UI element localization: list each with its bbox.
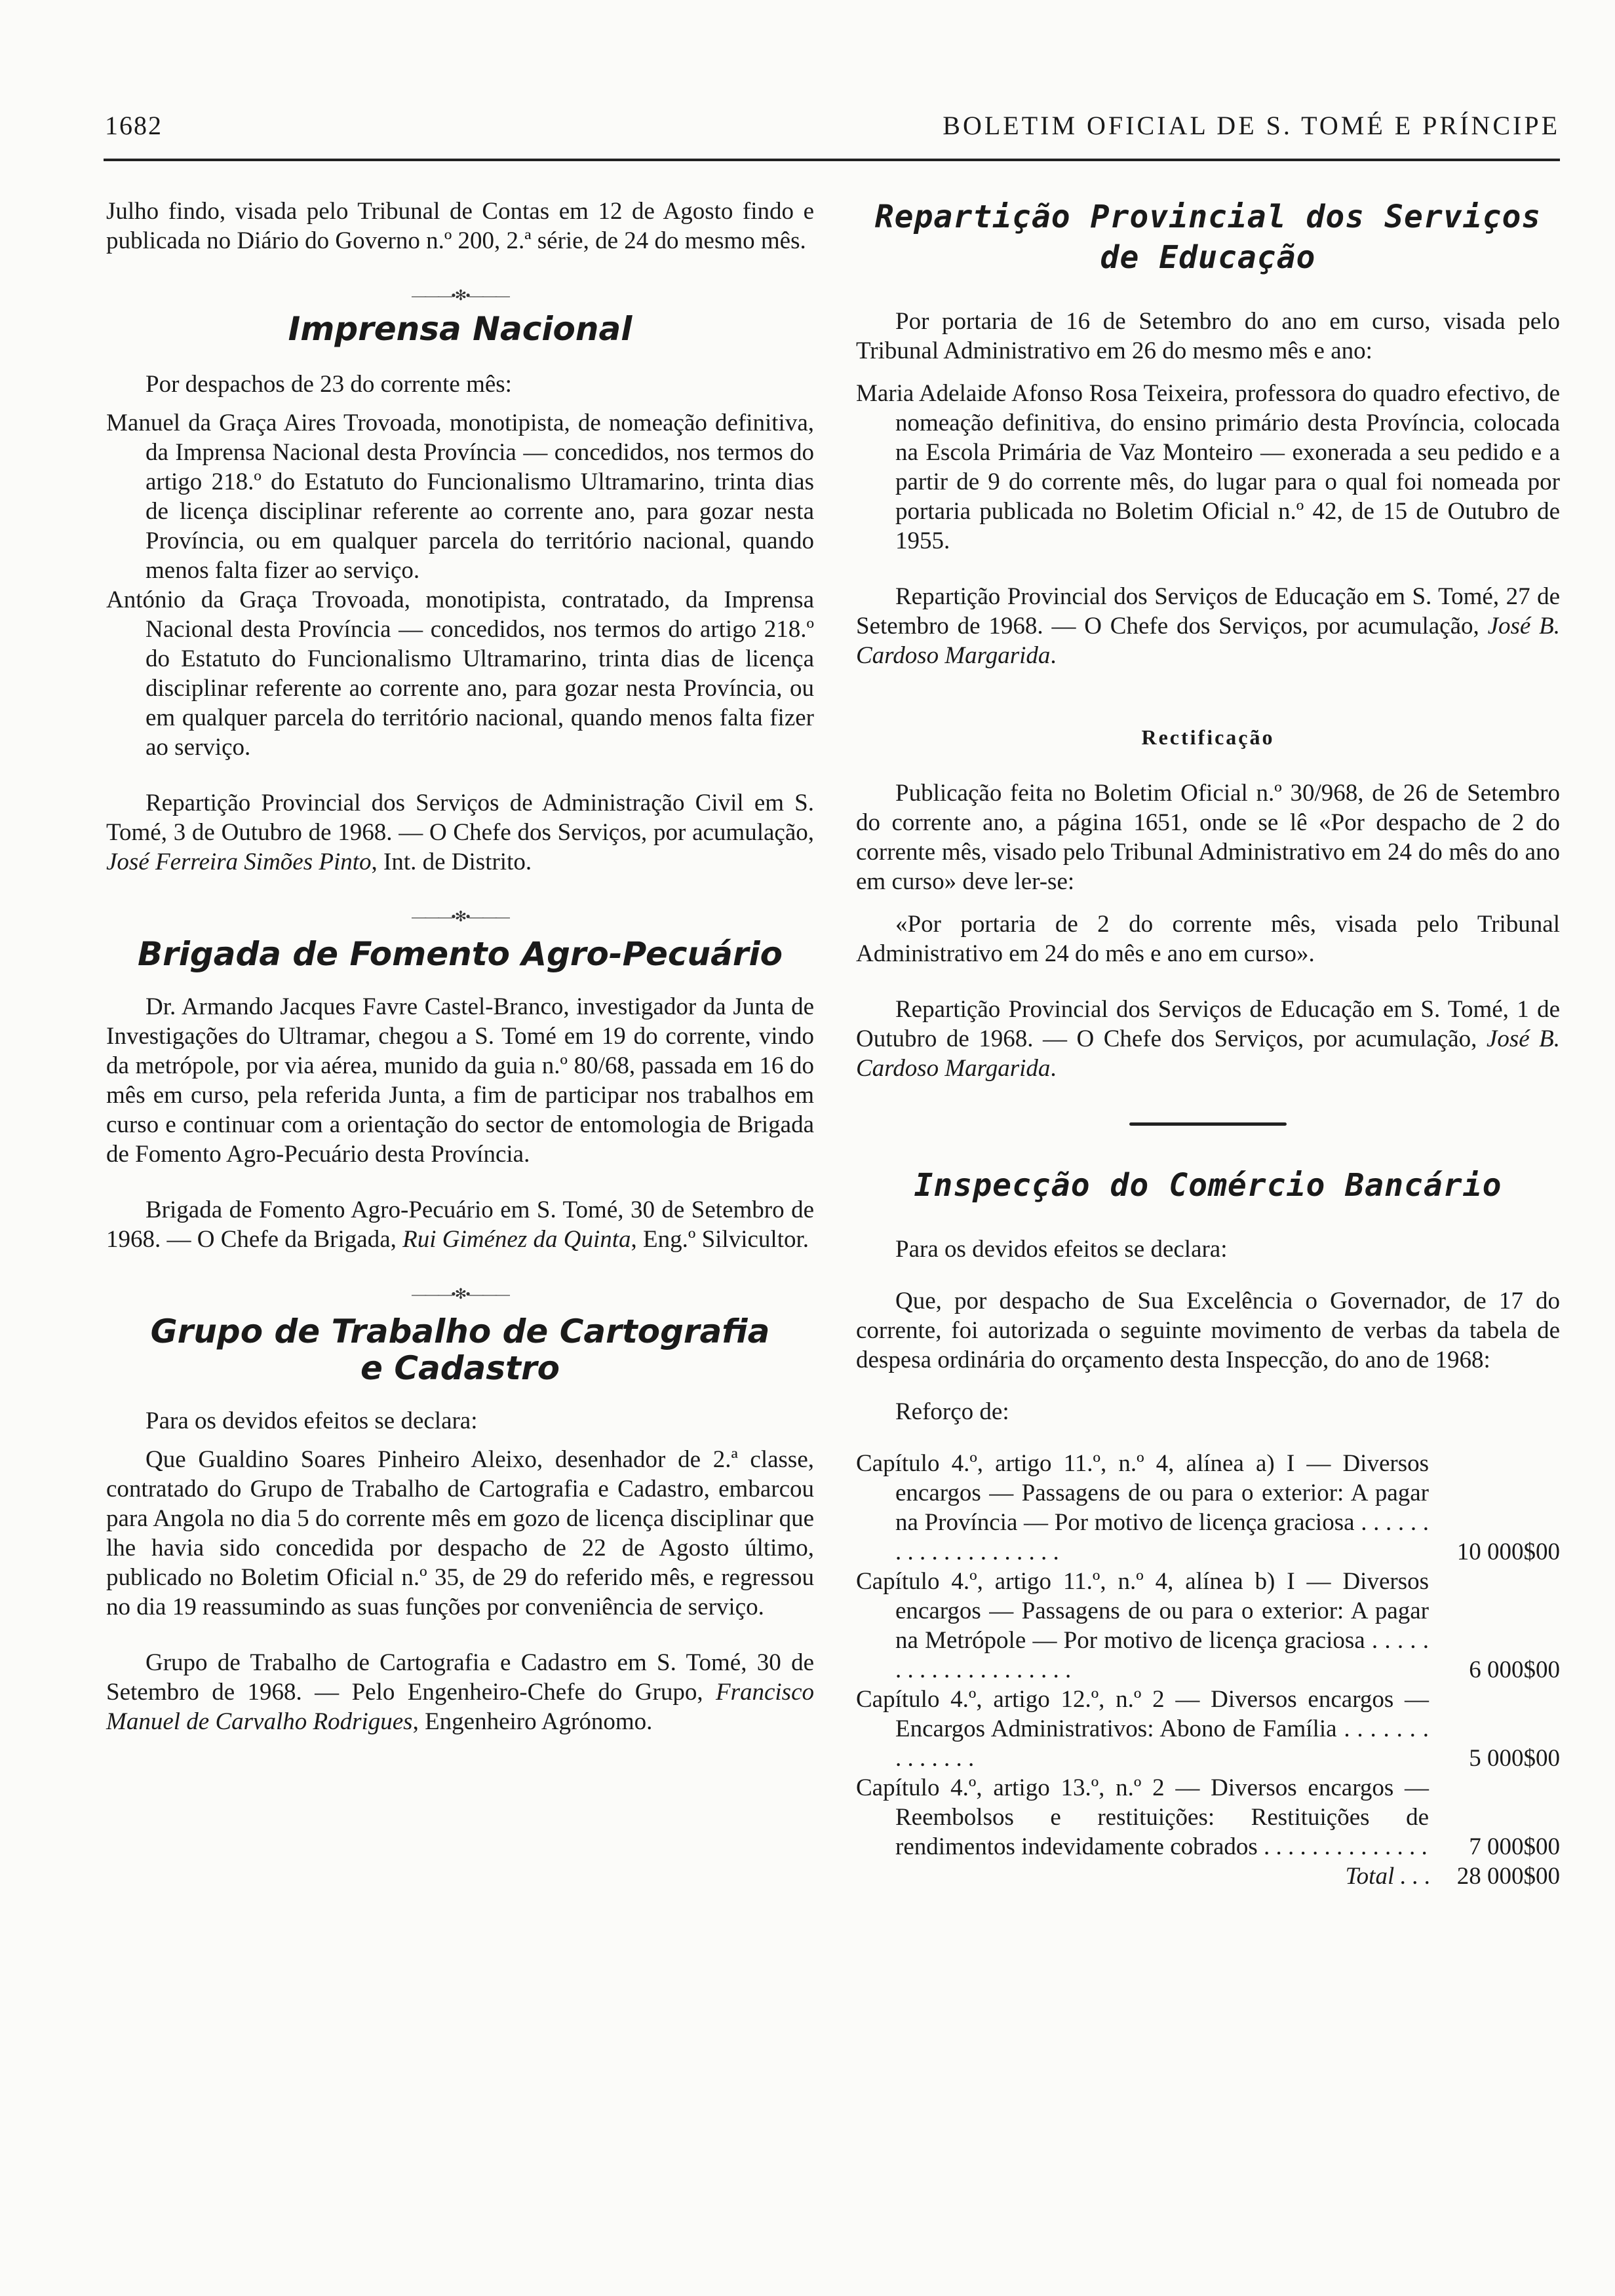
signatory-name: José Ferreira Simões Pinto	[106, 849, 372, 875]
left-column	[106, 197, 814, 1736]
signature-tail: .	[1050, 1055, 1057, 1082]
budget-description: Capítulo 4.º, artigo 11.º, n.º 4, alínea b) I — Diversos encargos — Passagens de ou para o exterior: A pagar na Metrópole — Por motivo de licença graciosa . . . . . . . . . . . . . . . . . . . .	[856, 1568, 1429, 1683]
imprensa-item-2: António da Graça Trovoada, monotipista, contratado, da Imprensa Nacional desta Província — concedidos, nos termos do artigo 218.º do Estatuto do Funcionalismo Ultramarino, trinta dias de licença disciplinar referente ao corrente ano, para gozar nesta Província, ou em qualquer parcela do território nacional, quando menos falta fizer ao serviço.	[106, 586, 814, 761]
section-heading-educacao-line2: de Educação	[1100, 239, 1316, 276]
budget-amount: 5 000$00	[1469, 1745, 1560, 1772]
budget-row	[856, 1449, 1560, 1567]
educacao-signature	[856, 582, 1560, 670]
rectificacao-signature	[856, 995, 1560, 1083]
continuation-text: Julho findo, visada pelo Tribunal de Contas em 12 de Agosto findo e publicada no Diário do Governo n.º 200, 2.ª série, de 24 do mesmo mês.	[106, 198, 814, 254]
budget-amount: 10 000$00	[1456, 1539, 1560, 1565]
budget-description: Capítulo 4.º, artigo 13.º, n.º 2 — Diversos encargos — Reembolsos e restituições: Restituições de rendimentos indevidamente cobrados . . . . . . . . . . . . . .	[856, 1774, 1429, 1860]
signatory-name: José B. Cardoso Margarida	[856, 1025, 1560, 1082]
brigada-paragraph: Dr. Armando Jacques Favre Castel-Branco, investigador da Junta de Investigações do Ultramar, chegou a S. Tomé em 19 do corrente, vindo da metrópole, por via aérea, munido da guia n.º 80/68, passada em 16 do mês em curso, pela referida Junta, a fim de participar nos trabalhos em curso e continuar com a orientação do sector de entomologia de Brigada de Fomento Agro-Pecuário desta Província.	[106, 993, 814, 1168]
grupo-paragraph: Que Gualdino Soares Pinheiro Aleixo, desenhador de 2.ª classe, contratado do Grupo de Trabalho de Cartografia e Cadastro, embarcou para Angola no dia 5 do corrente mês em gozo de licença disciplinar que lhe havia sido concedida por despacho de 22 de Agosto último, publicado no Boletim Oficial n.º 35, de 29 do referido mês, e regressou no dia 19 reassumindo as suas funções por conveniência de serviço.	[106, 1446, 814, 1620]
educacao-intro: Por portaria de 16 de Setembro do ano em curso, visada pelo Tribunal Administrativo em 26 do mesmo mês e ano:	[856, 308, 1560, 364]
educacao-item-1: Maria Adelaide Afonso Rosa Teixeira, professora do quadro efectivo, de nomeação definitiva, do ensino primário desta Província, colocada na Escola Primária de Vaz Monteiro — exonerada a seu pedido e a partir de 9 do corrente mês, do lugar para o qual foi nomeada por portaria publicada no Boletim Oficial n.º 42, de 15 de Outubro de 1955.	[856, 380, 1560, 554]
imprensa-intro: Por despachos de 23 do corrente mês:	[146, 371, 512, 398]
inspeccao-intro: Para os devidos efeitos se declara:	[895, 1236, 1228, 1263]
signature-text: Repartição Provincial dos Serviços de Educação em S. Tomé, 1 de Outubro de 1968. — O Chefe dos Serviços, por acumulação,	[856, 996, 1560, 1052]
signature-tail: , Eng.º Silvicultor.	[631, 1226, 809, 1253]
signatory-name: Rui Giménez da Quinta	[402, 1226, 631, 1253]
budget-amount: 7 000$00	[1469, 1833, 1560, 1860]
ornament-divider: ———•✻•———	[412, 287, 509, 303]
signature-tail: , Int. de Distrito.	[371, 849, 532, 875]
signature-tail: .	[1050, 642, 1057, 669]
signatory-name: José B. Cardoso Margarida	[856, 613, 1560, 669]
budget-table	[856, 1449, 1560, 1891]
section-heading-brigada: Brigada de Fomento Agro-Pecuário	[138, 935, 783, 973]
section-divider	[1129, 1122, 1287, 1126]
signature-text: Repartição Provincial dos Serviços de Educação em S. Tomé, 27 de Setembro de 1968. — O Chefe dos Serviços, por acumulação,	[856, 583, 1560, 640]
budget-row	[856, 1685, 1560, 1773]
budget-amount: 6 000$00	[1469, 1656, 1560, 1683]
budget-description: Capítulo 4.º, artigo 12.º, n.º 2 — Diversos encargos — Encargos Administrativos: Abono de Família . . . . . . . . . . . . . .	[856, 1686, 1429, 1772]
signature-text: Brigada de Fomento Agro-Pecuário em S. Tomé, 30 de Setembro de 1968. — O Chefe da Brigada,	[106, 1196, 814, 1253]
signature-text: Repartição Provincial dos Serviços de Administração Civil em S. Tomé, 3 de Outubro de 1968. — O Chefe dos Serviços, por acumulação,	[106, 790, 814, 846]
section-heading-grupo-line2: e Cadastro	[360, 1349, 560, 1387]
page-header	[79, 110, 1560, 143]
signatory-name: Francisco Manuel de Carvalho Rodrigues	[106, 1679, 814, 1735]
total-amount: 28 000$00	[1456, 1863, 1560, 1890]
right-column	[856, 197, 1560, 1891]
page-number: 1682	[105, 111, 163, 140]
total-label: Total . . .	[1345, 1863, 1431, 1890]
rectificacao-paragraph-1: Publicação feita no Boletim Oficial n.º 30/968, de 26 de Setembro do corrente ano, a página 1651, onde se lê «Por despacho de 2 do corrente mês, visado pelo Tribunal Administrativo em 24 do mês do ano em curso» deve ler-se:	[856, 780, 1560, 895]
signature-text: Grupo de Trabalho de Cartografia e Cadastro em S. Tomé, 30 de Setembro de 1968. — Pelo Engenheiro-Chefe do Grupo,	[106, 1649, 814, 1706]
budget-row	[856, 1567, 1560, 1685]
ornament-divider: ———•✻•———	[412, 1286, 509, 1302]
reforco-label: Reforço de:	[895, 1398, 1009, 1425]
rectificacao-paragraph-2: «Por portaria de 2 do corrente mês, visada pelo Tribunal Administrativo em 24 do mês e ano em curso».	[856, 911, 1560, 967]
grupo-intro: Para os devidos efeitos se declara:	[146, 1407, 478, 1434]
ornament-divider: ———•✻•———	[412, 908, 509, 925]
rectificacao-heading: Rectificação	[1141, 725, 1275, 749]
imprensa-signature	[106, 788, 814, 877]
budget-total-row	[856, 1862, 1560, 1891]
section-heading-educacao: Repartição Provincial dos Serviços	[874, 199, 1542, 235]
imprensa-item-1: Manuel da Graça Aires Trovoada, monotipista, de nomeação definitiva, da Imprensa Nacional desta Província — concedidos, nos termos do artigo 218.º do Estatuto do Funcionalismo Ultramarino, trinta dias de licença disciplinar referente ao corrente ano, para gozar nesta Província, ou em qualquer parcela do território nacional, quando menos falta fizer ao serviço.	[106, 410, 814, 584]
section-heading-grupo: Grupo de Trabalho de Cartografia	[150, 1312, 770, 1350]
signature-tail: , Engenheiro Agrónomo.	[412, 1708, 653, 1735]
publication-title: BOLETIM OFICIAL DE S. TOMÉ E PRÍNCIPE	[943, 111, 1560, 140]
grupo-signature	[106, 1648, 814, 1736]
section-heading-inspeccao: Inspecção do Comércio Bancário	[914, 1167, 1502, 1204]
budget-description: Capítulo 4.º, artigo 11.º, n.º 4, alínea a) I — Diversos encargos — Passagens de ou para o exterior: A pagar na Província — Por motivo de licença graciosa . . . . . . . . . . . . . . . . . . . .	[856, 1450, 1429, 1565]
budget-row	[856, 1773, 1560, 1862]
inspeccao-paragraph: Que, por despacho de Sua Excelência o Governador, de 17 do corrente, foi autorizada o seguinte movimento de verbas da tabela de despesa ordinária do orçamento desta Inspecção, do ano de 1968:	[856, 1288, 1560, 1373]
brigada-signature	[106, 1195, 814, 1254]
section-heading-imprensa: Imprensa Nacional	[288, 310, 632, 348]
header-rule	[104, 159, 1560, 161]
